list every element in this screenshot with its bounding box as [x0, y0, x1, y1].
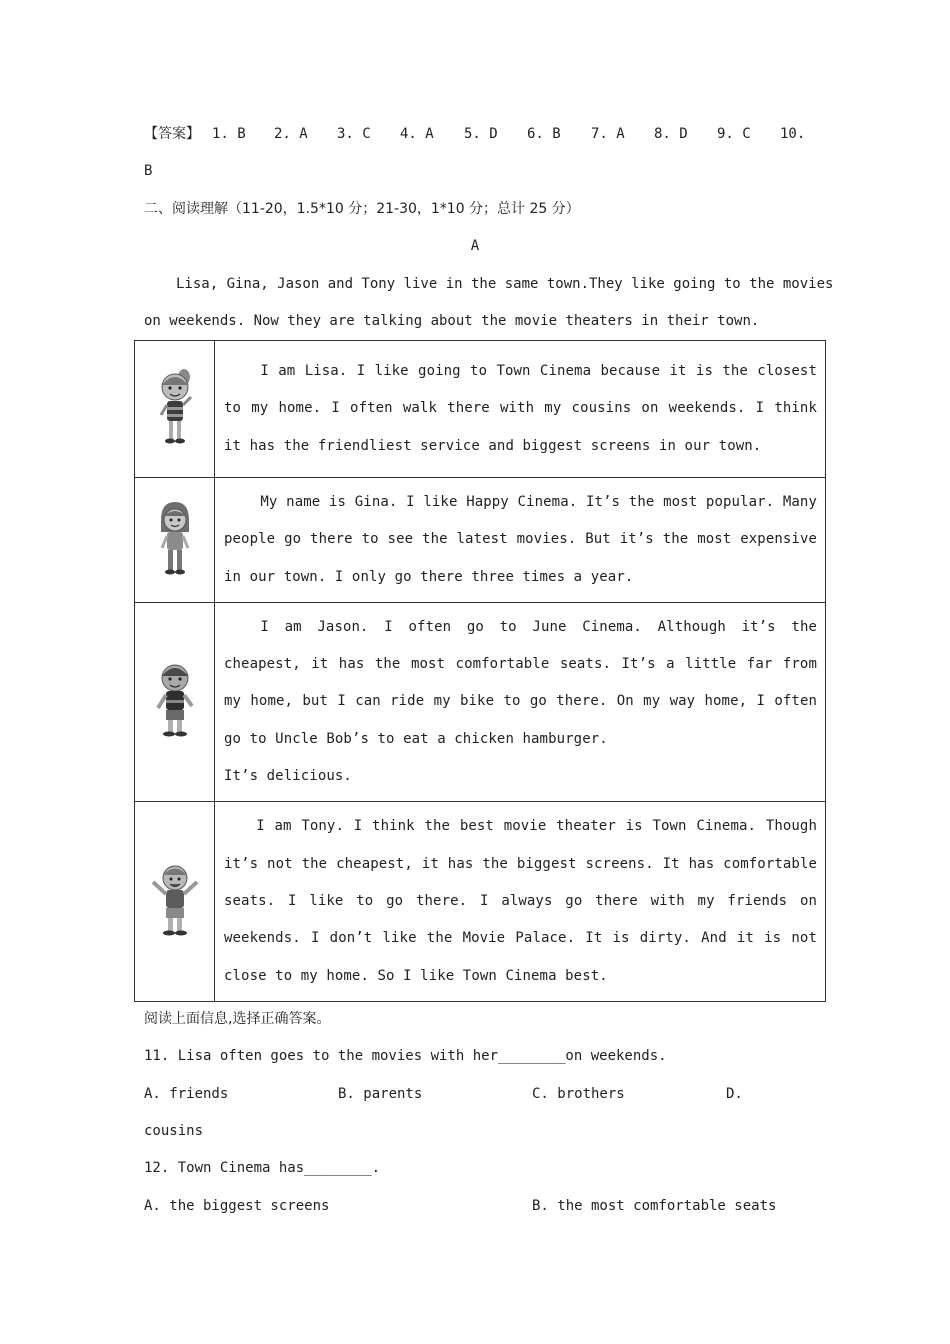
passage-gina: My name is Gina. I like Happy Cinema. It’s the most popular. Many people go there to see the latest movies. But it’s the most expensive in our town. I only go there three times a year. — [224, 494, 817, 585]
instruction: 阅读上面信息,选择正确答案。 — [144, 1011, 331, 1027]
passage-row — [135, 602, 826, 801]
answer-item: 6. B — [527, 126, 561, 142]
character-cell — [135, 341, 215, 478]
answer-item: 2. A — [274, 126, 308, 142]
passage-text-cell — [215, 802, 826, 1001]
q11-option-d-wrap[interactable]: cousins — [144, 1123, 204, 1139]
character-cell — [135, 602, 215, 801]
answer-label: 【答案】 — [144, 126, 200, 142]
answer-item: 7. A — [591, 126, 625, 142]
passage-row — [135, 341, 826, 478]
passage-jason-extra: It’s delicious. — [224, 768, 352, 785]
passage-lisa: I am Lisa. I like going to Town Cinema because it is the closest to my home. I often walk there with my cousins on weekends. I think it has the friendliest service and biggest screens in our town. — [224, 363, 817, 454]
answer-wrap: B — [144, 163, 153, 179]
intro-line-2: on weekends. Now they are talking about the movie theaters in their town. — [144, 313, 760, 329]
answer-item: 10. — [780, 126, 806, 142]
q11-option-b[interactable]: B. parents — [338, 1086, 423, 1102]
boy-tony-icon — [147, 928, 203, 944]
passage-text-cell — [215, 341, 826, 478]
q11-option-a[interactable]: A. friends — [144, 1086, 229, 1102]
answer-item: 9. C — [717, 126, 751, 142]
question-11-stem: 11. Lisa often goes to the movies with her________on weekends. — [144, 1048, 667, 1064]
q11-option-c[interactable]: C. brothers — [532, 1086, 625, 1102]
girl-gina-icon — [155, 566, 195, 582]
q12-option-a[interactable]: A. the biggest screens — [144, 1198, 330, 1214]
intro-line-1: Lisa, Gina, Jason and Tony live in the same town.They like going to the movies — [176, 276, 834, 292]
character-cell — [135, 478, 215, 603]
passage-text-cell — [215, 602, 826, 801]
passage-text-cell — [215, 478, 826, 603]
passages-table — [134, 340, 826, 1002]
answer-item: 5. D — [464, 126, 498, 142]
answer-item: 4. A — [400, 126, 434, 142]
passage-jason: I am Jason. I often go to June Cinema. Although it’s the cheapest, it has the most comfortable seats. It’s a little far from my home, but I can ride my bike to go there. On my way home, I often go to Uncle Bob’s to eat a chicken hamburger. — [224, 618, 817, 747]
q12-option-b[interactable]: B. the most comfortable seats — [532, 1198, 777, 1214]
part-label: A — [470, 238, 480, 254]
passage-row — [135, 478, 826, 603]
passage-tony: I am Tony. I think the best movie theater is Town Cinema. Though it’s not the cheapest, it has the biggest screens. It has comfortable seats. I like to go there. I always go there with my friends on weekends. I don’t like the Movie Palace. It is dirty. And it is not close to my home. So I like Town Cinema best. — [224, 818, 817, 984]
section-heading: 二、阅读理解（11-20，1.5*10 分；21-30，1*10 分；总计 25 分） — [144, 201, 580, 217]
passage-row — [135, 802, 826, 1001]
q11-option-d[interactable]: D. — [726, 1086, 743, 1102]
boy-jason-icon — [152, 728, 198, 744]
question-12-stem: 12. Town Cinema has________. — [144, 1160, 381, 1176]
answer-item: 8. D — [654, 126, 688, 142]
girl-lisa-icon — [153, 437, 197, 453]
answer-item: 3. C — [337, 126, 371, 142]
character-cell — [135, 802, 215, 1001]
answer-item: 1. B — [212, 126, 246, 142]
